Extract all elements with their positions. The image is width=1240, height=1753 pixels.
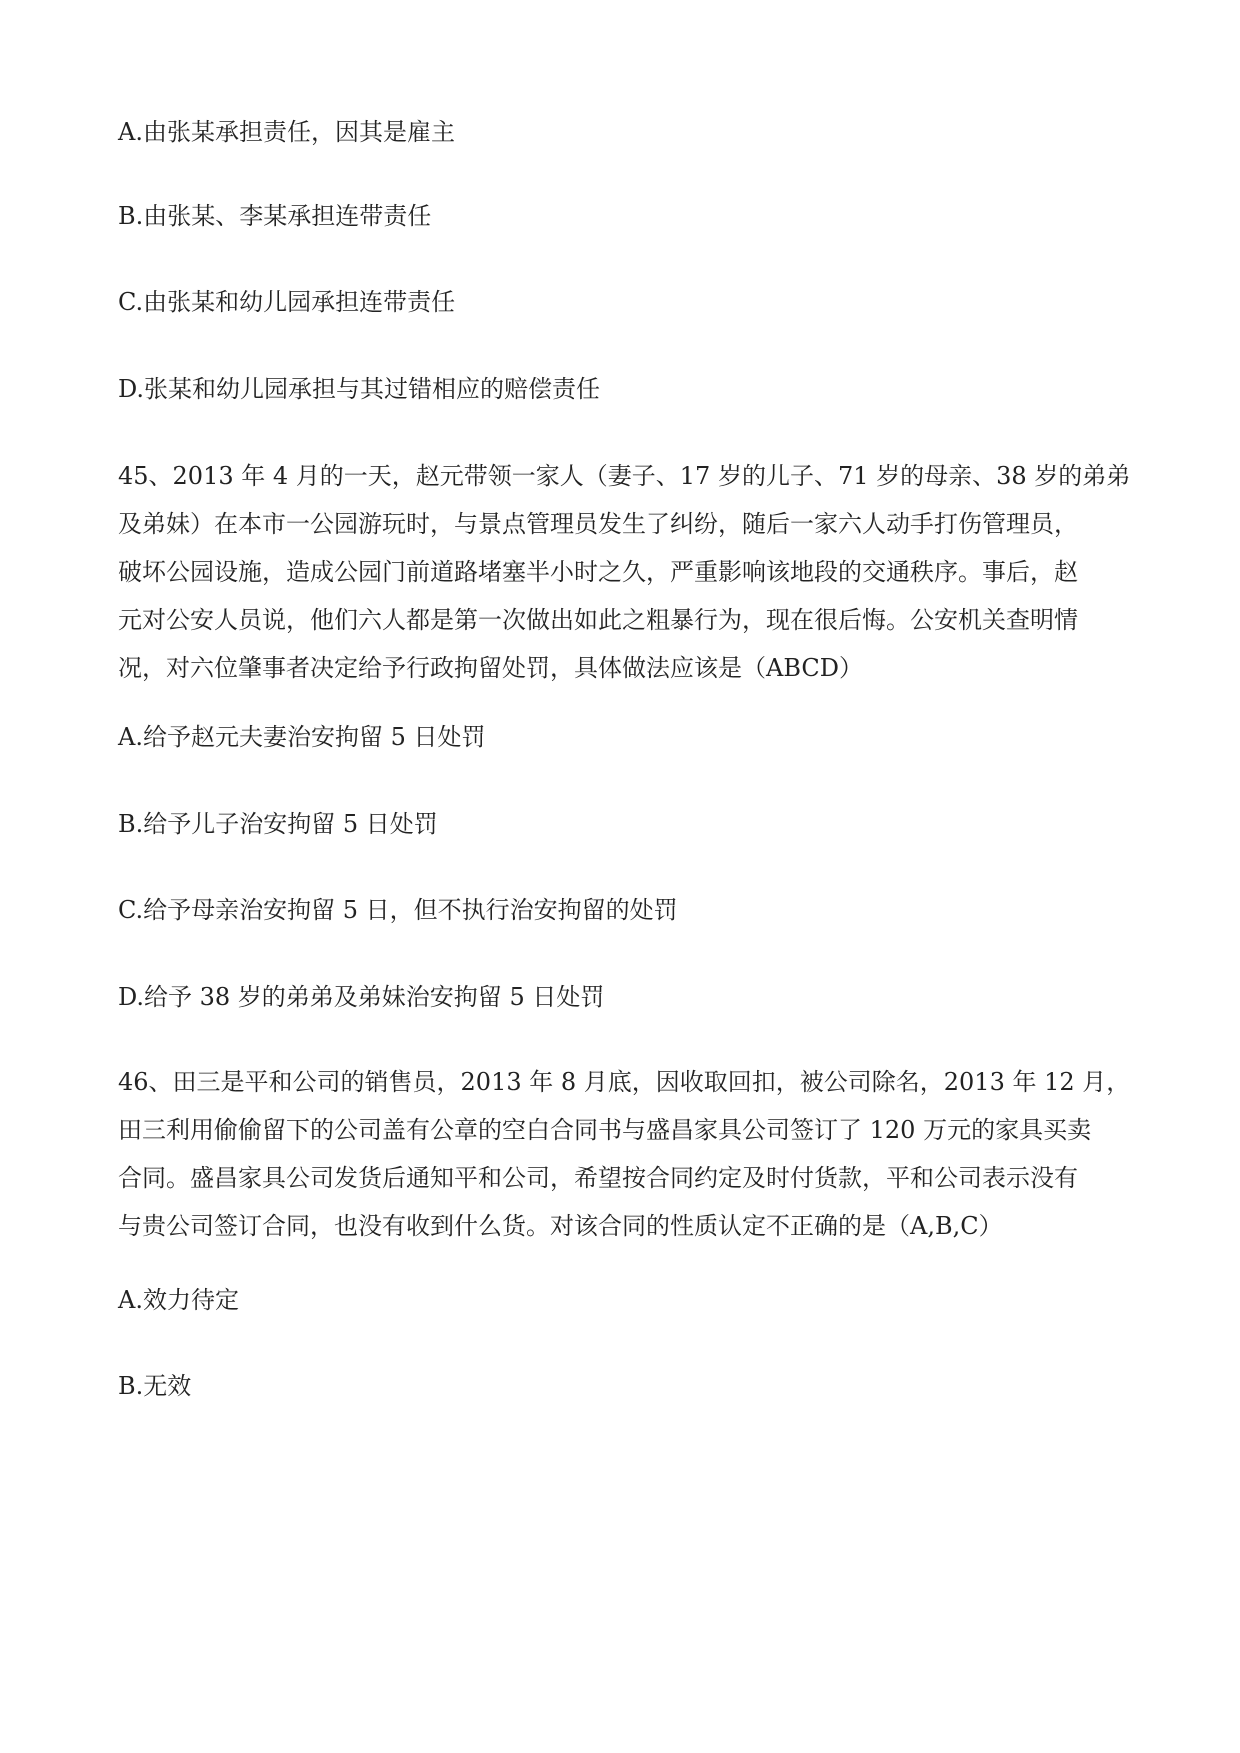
q45-option-b: B.给予儿子治安拘留 5 日处罚 [118, 810, 438, 838]
q44-option-c: C.由张某和幼儿园承担连带责任 [118, 288, 456, 316]
q46-stem-line: 与贵公司签订合同，也没有收到什么货。对该合同的性质认定不正确的是（A,B,C） [118, 1212, 1003, 1240]
q46-stem-line: 合同。盛昌家具公司发货后通知平和公司，希望按合同约定及时付货款，平和公司表示没有 [118, 1164, 1078, 1192]
q46-stem-line: 46、田三是平和公司的销售员，2013 年 8 月底，因收取回扣，被公司除名，2013 年 12 月， [118, 1068, 1131, 1096]
q45-stem-line: 破坏公园设施，造成公园门前道路堵塞半小时之久，严重影响该地段的交通秩序。事后，赵 [118, 558, 1078, 586]
q45-stem-line: 元对公安人员说，他们六人都是第一次做出如此之粗暴行为，现在很后悔。公安机关查明情 [118, 606, 1078, 634]
q46-stem [118, 1058, 1131, 1250]
q45-stem-line: 及弟妹）在本市一公园游玩时，与景点管理员发生了纠纷，随后一家六人动手打伤管理员， [118, 510, 1078, 538]
q46-stem-line: 田三利用偷偷留下的公司盖有公章的空白合同书与盛昌家具公司签订了 120 万元的家具买卖 [118, 1116, 1092, 1144]
q45-option-a: A.给予赵元夫妻治安拘留 5 日处罚 [118, 723, 486, 751]
q45-stem-line: 45、2013 年 4 月的一天，赵元带领一家人（妻子、17 岁的儿子、71 岁的母亲、38 岁的弟弟 [118, 462, 1131, 490]
q44-option-d: D.张某和幼儿园承担与其过错相应的赔偿责任 [118, 375, 601, 403]
q45-option-d: D.给予 38 岁的弟弟及弟妹治安拘留 5 日处罚 [118, 983, 605, 1011]
q46-option-b: B.无效 [118, 1372, 192, 1400]
q44-option-a: A.由张某承担责任，因其是雇主 [118, 118, 455, 146]
q45-option-c: C.给予母亲治安拘留 5 日，但不执行治安拘留的处罚 [118, 896, 678, 924]
q45-stem-line: 况，对六位肇事者决定给予行政拘留处罚，具体做法应该是（ABCD） [118, 654, 864, 682]
q46-option-a: A.效力待定 [118, 1286, 239, 1314]
q45-stem [118, 452, 1131, 692]
q44-option-b: B.由张某、李某承担连带责任 [118, 202, 432, 230]
